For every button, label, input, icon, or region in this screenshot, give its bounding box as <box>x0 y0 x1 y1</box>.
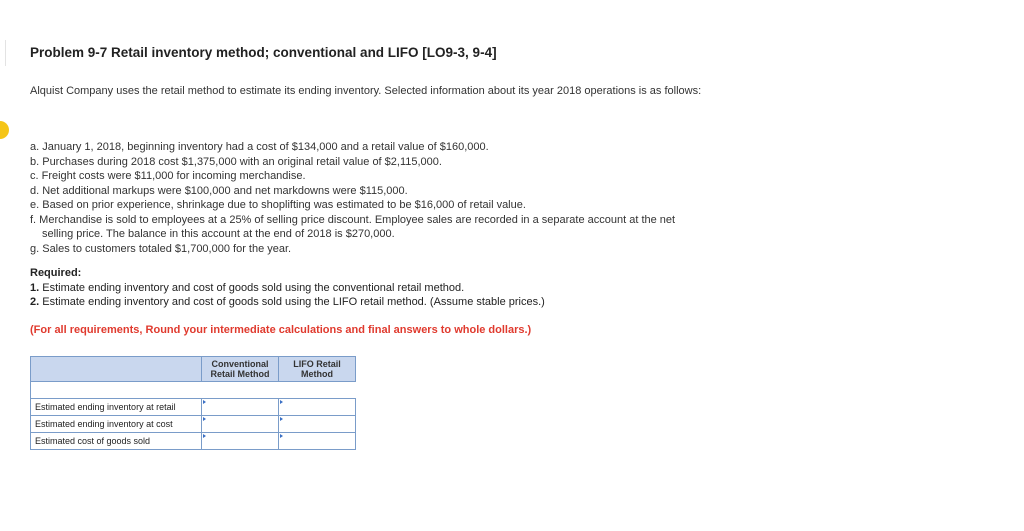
header-conventional-retail <box>202 357 279 382</box>
lifo-ending-inventory-cost-input[interactable] <box>279 417 355 432</box>
rounding-note: (For all requirements, Round your intermediate calculations and final answers to whole dollars.) <box>30 324 532 336</box>
conventional-ending-inventory-cost-input[interactable] <box>202 417 278 432</box>
fact-item-d: d. Net additional markups were $100,000 and net markdowns were $115,000. <box>30 184 408 197</box>
lifo-ending-inventory-retail-input[interactable] <box>279 400 355 415</box>
header-conventional-line1: Conventional <box>211 359 269 369</box>
fact-item-f-line1: f. Merchandise is sold to employees at a 25% of selling price discount. Employee sales are recorded in a separate account at the net <box>30 213 676 226</box>
lifo-cogs-input[interactable] <box>279 434 355 449</box>
input-marker-icon <box>280 417 283 421</box>
header-lifo-retail <box>279 357 356 382</box>
answer-table-corner <box>31 357 202 382</box>
question-indicator-dot[interactable] <box>0 121 9 139</box>
fact-item-a: a. January 1, 2018, beginning inventory had a cost of $134,000 and a retail value of $160,000. <box>30 141 489 153</box>
requirement-1 <box>30 281 770 296</box>
table-row <box>31 433 356 450</box>
requirement-2 <box>30 295 770 310</box>
requirement-1-number: 1. <box>30 281 40 294</box>
problem-intro: Alquist Company uses the retail method to estimate its ending inventory. Selected information about its year 2018 operations is as follows: <box>30 85 702 97</box>
row-label-cost-of-goods-sold: Estimated cost of goods sold <box>31 433 202 450</box>
row-label-ending-inventory-cost: Estimated ending inventory at cost <box>31 416 202 433</box>
requirement-2-text: Estimate ending inventory and cost of goods sold using the LIFO retail method. (Assume stable prices.) <box>42 296 545 308</box>
answer-table <box>30 356 356 450</box>
header-lifo-line2: Method <box>301 369 333 379</box>
input-marker-icon <box>203 434 206 438</box>
header-lifo-line1: LIFO Retail <box>293 359 341 369</box>
fact-item-b: b. Purchases during 2018 cost $1,375,000 with an original retail value of $2,115,000. <box>30 155 442 168</box>
header-conventional-line2: Retail Method <box>210 369 270 379</box>
fact-item-f <box>30 213 770 242</box>
requirement-1-text: Estimate ending inventory and cost of goods sold using the conventional retail method. <box>42 281 465 294</box>
conventional-cogs-input[interactable] <box>202 434 278 449</box>
left-panel-edge <box>0 40 6 66</box>
fact-item-e: e. Based on prior experience, shrinkage due to shoplifting was estimated to be $16,000 of retail value. <box>30 199 526 211</box>
required-heading: Required: <box>30 267 82 279</box>
input-marker-icon <box>203 417 206 421</box>
table-row <box>31 416 356 433</box>
row-label-ending-inventory-retail: Estimated ending inventory at retail <box>31 399 202 416</box>
conventional-ending-inventory-retail-input[interactable] <box>202 400 278 415</box>
fact-item-f-line2: selling price. The balance in this account at the end of 2018 is $270,000. <box>42 228 395 240</box>
input-marker-icon <box>280 400 283 404</box>
required-section <box>30 266 770 310</box>
input-marker-icon <box>280 434 283 438</box>
table-row <box>31 399 356 416</box>
requirement-2-number: 2. <box>30 296 40 308</box>
fact-item-g: g. Sales to customers totaled $1,700,000 for the year. <box>30 242 292 255</box>
problem-title: Problem 9-7 Retail inventory method; conventional and LIFO [LO9-3, 9-4] <box>30 45 497 60</box>
input-marker-icon <box>203 400 206 404</box>
fact-item-c: c. Freight costs were $11,000 for incoming merchandise. <box>30 170 306 182</box>
problem-facts-list <box>30 140 770 256</box>
